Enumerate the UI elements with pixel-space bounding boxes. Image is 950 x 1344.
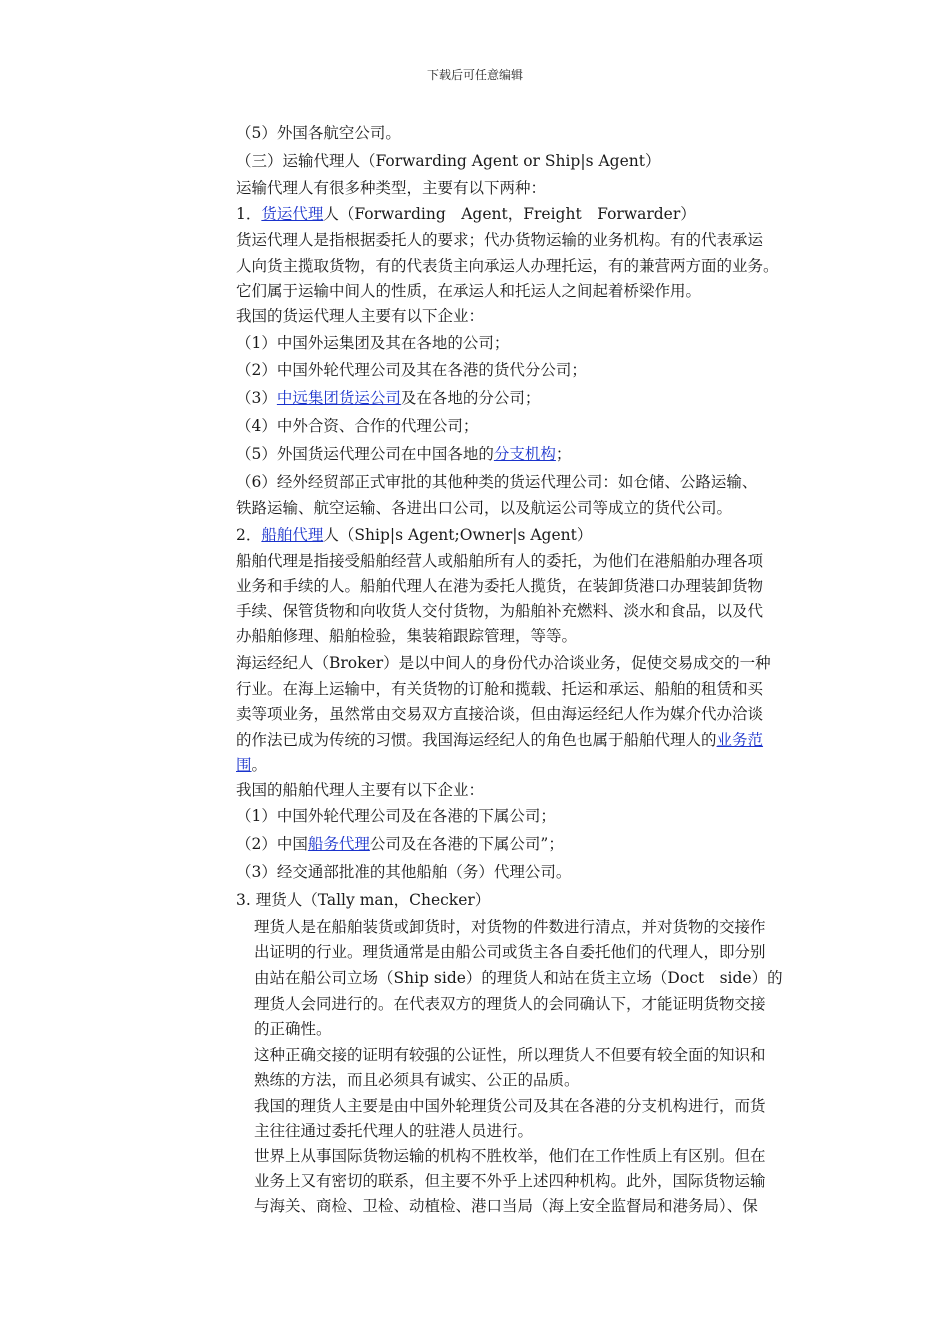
text-line: 行业。在海上运输中，有关货物的订舱和揽载、托运和承运、船舶的租赁和买 xyxy=(236,680,764,698)
text-line: 与海关、商检、卫检、动植检、港口当局（海上安全监督局和港务局）、保 xyxy=(254,1197,758,1215)
text-line: 由站在船公司立场（Ship side）的理货人和站在货主立场（Doct side）的 xyxy=(254,969,783,987)
text-span: 公司及在各港的下属公司”； xyxy=(369,835,564,853)
section-heading: （三）运输代理人（Forwarding Agent or Ship|s Agent） xyxy=(236,152,661,170)
text-line: 熟练的方法，而且必须具有诚实、公正的品质。 xyxy=(254,1071,580,1089)
text-line: 理货人是在船舶装货或卸货时，对货物的件数进行清点，并对货物的交接作 xyxy=(254,918,766,936)
list-item: （1）中国外运集团及其在各地的公司； xyxy=(236,334,510,352)
link-freight-agency[interactable]: 货运代理 xyxy=(261,205,324,223)
text-line: 手续、保管货物和向收货人交付货物，为船舶补充燃料、淡水和食品，以及代 xyxy=(236,602,764,620)
link-ship-agency[interactable]: 船舶代理 xyxy=(261,526,324,544)
text-span: ； xyxy=(555,445,572,463)
text-span: （3） xyxy=(236,389,277,407)
text-span: 人（Forwarding Agent，Freight Forwarder） xyxy=(323,205,696,223)
text-line: 船舶代理是指接受船舶经营人或船舶所有人的委托，为他们在港船舶办理各项 xyxy=(236,552,764,570)
text-line: 海运经纪人（Broker）是以中间人的身份代办洽谈业务，促使交易成交的一种 xyxy=(236,654,771,672)
list-item: （1）中国外轮代理公司及在各港的下属公司； xyxy=(236,807,556,825)
text-span: （2）中国 xyxy=(236,835,308,853)
list-item xyxy=(236,444,571,464)
text-line: 我国的理货人主要是由中国外轮理货公司及其在各港的分支机构进行，而货 xyxy=(254,1097,766,1115)
list-item: （4）中外合资、合作的代理公司； xyxy=(236,417,479,435)
text-span: 2． xyxy=(236,526,262,544)
text-line: 它们属于运输中间人的性质，在承运人和托运人之间起着桥梁作用。 xyxy=(236,282,702,300)
list-item xyxy=(236,388,540,408)
text-line: 业务和手续的人。船舶代理人在港为委托人揽货，在装卸货港口办理装卸货物 xyxy=(236,577,764,595)
text-line xyxy=(236,730,763,750)
link-business-scope-cont[interactable]: 围 xyxy=(236,756,252,774)
list-item: （6）经外经贸部正式审批的其他种类的货运代理公司：如仓储、公路运输、 xyxy=(236,473,758,491)
page-header: 下载后可任意编辑 xyxy=(426,68,523,82)
text-span: 的作法已成为传统的习惯。我国海运经纪人的角色也属于船舶代理人的 xyxy=(236,731,717,749)
text-line: 出证明的行业。理货通常是由船公司或货主各自委托他们的代理人，即分别 xyxy=(254,943,766,961)
text-line xyxy=(236,755,267,775)
text-line: 这种正确交接的证明有较强的公证性，所以理货人不但要有较全面的知识和 xyxy=(254,1046,766,1064)
text-span: 人（Ship|s Agent;Owner|s Agent） xyxy=(323,526,593,544)
link-shipping-agency[interactable]: 船务代理 xyxy=(307,835,370,853)
link-branch-offices[interactable]: 分支机构 xyxy=(493,445,556,463)
text-line: 理货人会同进行的。在代表双方的理货人的会同确认下，才能证明货物交接 xyxy=(254,995,766,1013)
text-span: （5）外国货运代理公司在中国各地的 xyxy=(236,445,494,463)
text-line: 办船舶修理、船舶检验，集装箱跟踪管理，等等。 xyxy=(236,627,578,645)
text-line: 业务上又有密切的联系，但主要不外乎上述四种机构。此外，国际货物运输 xyxy=(254,1172,766,1190)
text-line: 主往往通过委托代理人的驻港人员进行。 xyxy=(254,1122,534,1140)
text-line: 铁路运输、航空运输、各进出口公司，以及航运公司等成立的货代公司。 xyxy=(236,499,733,517)
text-line: 我国的船舶代理人主要有以下企业： xyxy=(236,781,485,799)
text-line: （5）外国各航空公司。 xyxy=(236,124,401,142)
text-line: 运输代理人有很多种类型，主要有以下两种： xyxy=(236,179,547,197)
text-line: 我国的货运代理人主要有以下企业： xyxy=(236,307,485,325)
text-line: 世界上从事国际货物运输的机构不胜枚举，他们在工作性质上有区别。但在 xyxy=(254,1147,766,1165)
link-cosco-freight[interactable]: 中远集团货运公司 xyxy=(276,389,401,407)
text-line: 货运代理人是指根据委托人的要求；代办货物运输的业务机构。有的代表承运 xyxy=(236,231,764,249)
text-line: 人向货主揽取货物，有的代表货主向承运人办理托运，有的兼营两方面的业务。 xyxy=(236,257,779,275)
text-span: 及在各地的分公司； xyxy=(400,389,541,407)
subheading-forwarding-agent xyxy=(236,204,696,224)
list-item: （3）经交通部批准的其他船舶（务）代理公司。 xyxy=(236,863,572,881)
subheading-tally-man: 3. 理货人（Tally man，Checker） xyxy=(236,891,491,909)
list-item xyxy=(236,834,564,854)
text-span: 。 xyxy=(251,756,268,774)
link-business-scope[interactable]: 业务范 xyxy=(716,731,764,749)
text-line: 卖等项业务，虽然常由交易双方直接洽谈，但由海运经纪人作为媒介代办洽谈 xyxy=(236,705,764,723)
text-span: 1． xyxy=(236,205,262,223)
list-item: （2）中国外轮代理公司及其在各港的货代分公司； xyxy=(236,361,587,379)
text-line: 的正确性。 xyxy=(254,1020,332,1038)
subheading-ship-agent xyxy=(236,525,592,545)
